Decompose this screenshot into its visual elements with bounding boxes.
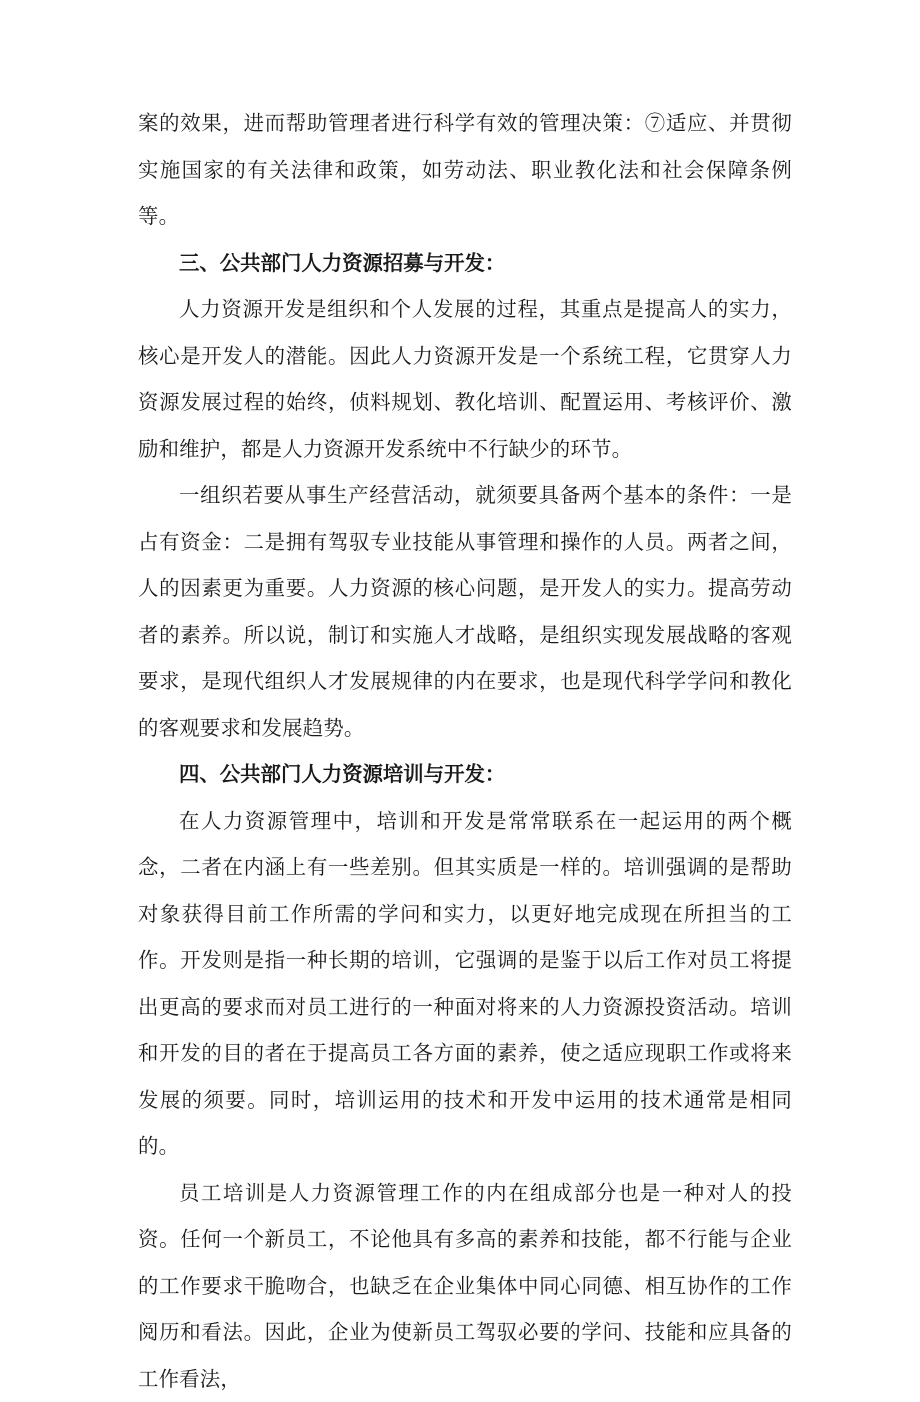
paragraph-employee-training: 员工培训是人力资源管理工作的内在组成部分也是一种对人的投资。任何一个新员工，不论他具有多高的素养和技能，都不行能与企业的工作要求干脆吻合，也缺乏在企业集体中同心同德、相互协作的工作阅历和看法。因此，企业为使新员工驾驭必要的学问、技能和应具备的工作看法， <box>138 1170 792 1402</box>
paragraph-continuation: 案的效果，进而帮助管理者进行科学有效的管理决策：⑦适应、并贯彻实施国家的有关法律和政策，如劳动法、职业教化法和社会保障条例等。 <box>138 100 792 240</box>
section-heading-3: 三、公共部门人力资源招募与开发： <box>138 240 792 287</box>
paragraph-hr-development: 人力资源开发是组织和个人发展的过程，其重点是提高人的实力，核心是开发人的潜能。因此人力资源开发是一个系统工程，它贯穿人力资源发展过程的始终，侦料规划、教化培训、配置运用、考核评价、激励和维护，都是人力资源开发系统中不行缺少的环节。 <box>138 286 792 472</box>
paragraph-training-development: 在人力资源管理中，培训和开发是常常联系在一起运用的两个概念，二者在内涵上有一些差别。但其实质是一样的。培训强调的是帮助对象获得目前工作所需的学问和实力，以更好地完成现在所担当的工作。开发则是指一种长期的培训，它强调的是鉴于以后工作对员工将提出更高的要求而对员工进行的一种面对将来的人力资源投资活动。培训和开发的目的者在于提高员工各方面的素养，使之适应现职工作或将来发展的须要。同时，培训运用的技术和开发中运用的技术通常是相同的。 <box>138 798 792 1170</box>
section-heading-4: 四、公共部门人力资源培训与开发： <box>138 751 792 798</box>
paragraph-organization-conditions: 一组织若要从事生产经营活动，就须要具备两个基本的条件：一是占有资金：二是拥有驾驭专业技能从事管理和操作的人员。两者之间，人的因素更为重要。人力资源的核心问题，是开发人的实力。提高劳动者的素养。所以说，制订和实施人才战略，是组织实现发展战略的客观要求，是现代组织人才发展规律的内在要求，也是现代科学学问和教化的客观要求和发展趋势。 <box>138 472 792 751</box>
document-page <box>138 100 792 1402</box>
